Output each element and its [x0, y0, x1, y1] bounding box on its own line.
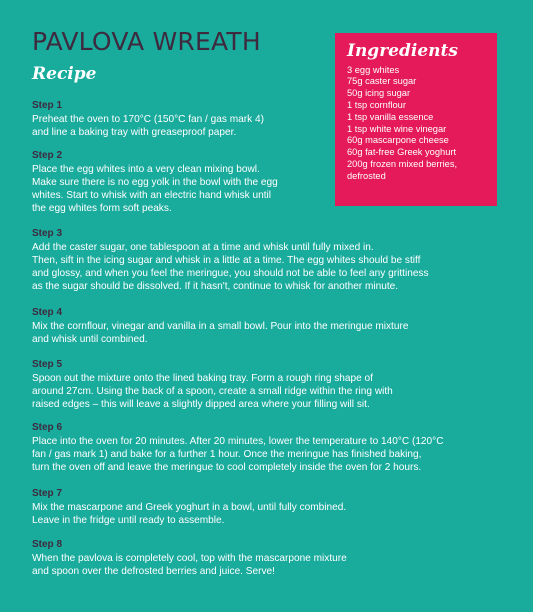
ingredient-item: 1 tsp white wine vinegar	[347, 123, 447, 134]
step-line: raised edges – this will leave a slightly dipped area where your filling will sit.	[32, 399, 370, 410]
ingredients-heading: Ingredients	[347, 41, 458, 61]
step-text	[32, 552, 502, 578]
step-line: Mix the mascarpone and Greek yoghurt in a bowl, until fully combined.	[32, 502, 347, 513]
step-label: Step 8	[32, 539, 63, 550]
step-text	[32, 241, 502, 293]
step-line: fan / gas mark 1) and bake for a further 1 hour. Once the meringue has finished baking,	[32, 449, 422, 460]
step-3	[32, 228, 502, 293]
step-5	[32, 359, 502, 411]
step-line: and spoon over the defrosted berries and juice. Serve!	[32, 566, 275, 577]
step-label: Step 5	[32, 359, 63, 370]
step-line: Place into the oven for 20 minutes. After 20 minutes, lower the temperature to 140°C (120°C	[32, 436, 444, 447]
step-line: Make sure there is no egg yolk in the bowl with the egg	[32, 177, 278, 188]
ingredient-item: 1 tsp cornflour	[347, 100, 406, 111]
ingredient-item: defrosted	[347, 170, 386, 181]
step-4	[32, 307, 502, 346]
step-line: whites. Start to whisk with an electric hand whisk until	[32, 190, 271, 201]
step-7	[32, 488, 502, 527]
ingredient-item: 75g caster sugar	[347, 76, 417, 87]
step-label: Step 6	[32, 422, 63, 433]
step-line: When the pavlova is completely cool, top with the mascarpone mixture	[32, 553, 347, 564]
ingredient-item: 1 tsp vanilla essence	[347, 111, 434, 122]
ingredient-item: 200g frozen mixed berries,	[347, 159, 458, 170]
step-text	[32, 163, 502, 215]
ingredient-item: 3 egg whites	[347, 64, 400, 75]
step-line: Preheat the oven to 170°C (150°C fan / gas mark 4)	[32, 114, 264, 125]
step-label: Step 2	[32, 150, 63, 161]
step-1	[32, 100, 502, 139]
step-text	[32, 113, 502, 139]
step-label: Step 4	[32, 307, 63, 318]
step-label: Step 3	[32, 228, 63, 239]
step-label: Step 7	[32, 488, 63, 499]
ingredient-item: 50g icing sugar	[347, 88, 411, 99]
step-line: Place the egg whites into a very clean mixing bowl.	[32, 164, 260, 175]
step-label: Step 1	[32, 100, 63, 111]
step-2	[32, 150, 502, 215]
step-line: turn the oven off and leave the meringue to cool completely inside the oven for 2 hours.	[32, 462, 422, 473]
step-line: Leave in the fridge until ready to assemble.	[32, 515, 225, 526]
page-title: PAVLOVA WREATH	[32, 27, 261, 56]
step-line: Add the caster sugar, one tablespoon at a time and whisk until fully mixed in.	[32, 242, 374, 253]
step-line: and glossy, and when you feel the meringue, you should not be able to feel any grittiness	[32, 268, 429, 279]
ingredient-item: 60g mascarpone cheese	[347, 135, 449, 146]
ingredient-item: 60g fat-free Greek yoghurt	[347, 147, 457, 158]
step-line: Then, sift in the icing sugar and whisk in a little at a time. The egg whites should be stiff	[32, 255, 421, 266]
step-line: Mix the cornflour, vinegar and vanilla in a small bowl. Pour into the meringue mixture	[32, 321, 409, 332]
step-text	[32, 372, 502, 411]
step-text	[32, 320, 502, 346]
step-line: the egg whites form soft peaks.	[32, 203, 172, 214]
step-line: and whisk until combined.	[32, 334, 148, 345]
step-6	[32, 422, 502, 474]
step-line: around 27cm. Using the back of a spoon, create a small ridge within the ring with	[32, 386, 393, 397]
recipe-heading: Recipe	[32, 64, 97, 84]
step-line: Spoon out the mixture onto the lined baking tray. Form a rough ring shape of	[32, 373, 373, 384]
step-text	[32, 501, 502, 527]
step-line: and line a baking tray with greaseproof paper.	[32, 127, 237, 138]
step-text	[32, 435, 502, 474]
step-line: as the sugar should be dissolved. If it hasn't, continue to whisk for another minute.	[32, 281, 399, 292]
step-8	[32, 539, 502, 578]
